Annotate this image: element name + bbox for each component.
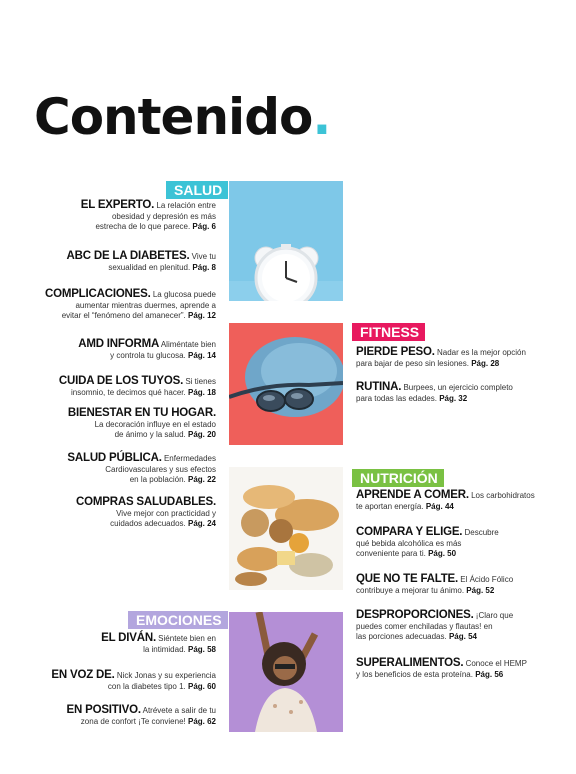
toc-entry-amd-informa[interactable] [26,339,216,361]
entry-text: Burpees, un ejercicio completo [401,383,513,392]
page-number: Pág. 50 [428,549,457,558]
entry-text: en la población. [129,475,186,484]
entry-text: la intimidad. [143,644,186,654]
section-label-fitness: FITNESS [352,323,425,341]
entry-text: Nadar es la mejor opción [434,348,526,357]
title-text: Contenido [34,88,313,146]
section-label-nutricion: NUTRICIÓN [352,469,444,487]
toc-entry-en-voz-de[interactable] [26,670,216,692]
page-number: Pág. 12 [187,311,216,320]
entry-text: Aliméntate bien [159,340,216,349]
entry-text: las porciones adecuadas. [356,632,447,641]
entry-text: y los beneficios de esta proteína. [356,669,473,679]
entry-text: La decoración influye en el estado [94,419,216,429]
page-number: Pág. 52 [466,585,495,595]
entry-heading: RUTINA. [356,381,402,393]
toc-entry-que-no-te-falte[interactable] [356,574,566,596]
entry-heading: COMPLICACIONES. [44,288,151,300]
entry-heading: ABC DE LA DIABETES. [66,250,190,262]
entry-text: conveniente para ti. [356,549,426,558]
entry-heading: CUIDA DE LOS TUYOS. [58,375,184,387]
page-number: Pág. 14 [187,350,216,360]
page-number: Pág. 44 [425,501,454,511]
alarm-clock-image [229,181,343,301]
page-number: Pág. 32 [439,393,468,403]
page-title [34,88,331,146]
entry-text: cuidados adecuados. [110,519,186,528]
entry-heading: EN POSITIVO. [66,704,141,716]
toc-entry-rutina[interactable] [356,382,566,404]
page-number: Pág. 22 [187,475,216,484]
page-number: Pág. 56 [475,669,504,679]
entry-heading: SALUD PÚBLICA. [67,452,162,464]
entry-heading: BIENESTAR EN TU HOGAR. [67,407,216,419]
entry-text: La relación entre [154,201,216,210]
entry-text: obesidad y depresión es más [111,211,216,221]
carbohydrates-food-image [229,467,343,590]
entry-text: Nick Jonas y su experiencia [114,671,216,680]
entry-text: Vive tu [189,252,216,261]
toc-entry-el-experto[interactable] [26,200,216,233]
page-number: Pág. 20 [187,430,216,439]
entry-heading: APRENDE A COMER. [356,489,469,501]
entry-text: y controla tu glucosa. [110,350,186,360]
entry-text: ¡Claro que [473,611,514,620]
page-number: Pág. 28 [471,358,500,368]
toc-entry-bienestar-en-tu-hogar[interactable] [26,408,216,441]
entry-text: qué bebida alcohólica es más [356,538,462,548]
happy-woman-image [229,612,343,732]
toc-entry-cuida-de-los-tuyos[interactable] [26,376,216,398]
entry-text: sexualidad en plenitud. [108,262,191,272]
page-number: Pág. 6 [192,222,216,231]
entry-text: evitar el “fenómeno del amanecer”. [61,311,186,320]
entry-text: Vive mejor con practicidad y [116,508,216,518]
entry-heading: COMPRAS SALUDABLES. [76,496,216,508]
entry-heading: SUPERALIMENTOS. [356,657,464,669]
entry-text: para bajar de peso sin lesiones. [356,358,469,368]
entry-heading: PIERDE PESO. [356,346,435,358]
entry-heading: COMPARA Y ELIGE. [356,526,463,538]
entry-text: Cardiovasculares y sus efectos [105,464,216,474]
entry-text: Los carbohidratos [468,491,535,500]
toc-entry-desproporciones[interactable] [356,610,571,643]
page-number: Pág. 24 [187,519,216,528]
entry-text: de ánimo y la salud. [114,430,186,439]
page-number: Pág. 60 [187,681,216,691]
entry-heading: DESPROPORCIONES. [356,609,474,621]
toc-entry-abc-diabetes[interactable] [26,251,216,273]
toc-entry-pierde-peso[interactable] [356,347,566,369]
entry-text: Siéntete bien en [155,634,216,643]
swim-goggles-image [229,323,343,445]
toc-entry-salud-publica[interactable] [26,453,216,486]
entry-text: La glucosa puede [150,290,216,299]
entry-text: Si tienes [183,377,216,386]
page-number: Pág. 8 [192,262,216,272]
entry-heading: EL EXPERTO. [80,199,155,211]
entry-text: zona de confort ¡Te conviene! [80,716,186,726]
section-label-salud: SALUD [166,181,228,199]
title-dot: . [312,88,331,146]
entry-text: contribuye a mejorar tu ánimo. [356,585,465,595]
entry-heading: QUE NO TE FALTE. [356,573,459,585]
entry-heading: AMD INFORMA [78,338,160,350]
toc-entry-complicaciones[interactable] [16,289,216,322]
section-label-emociones: EMOCIONES [128,611,228,629]
toc-entry-en-positivo[interactable] [26,705,216,727]
entry-text: te aportan energía. [356,501,424,511]
page-number: Pág. 62 [187,716,216,726]
entry-text: El Ácido Fólico [458,575,514,584]
page-number: Pág. 54 [448,632,477,641]
entry-text: Atrévete a salir de tu [140,706,216,715]
entry-text: para todas las edades. [356,393,437,403]
toc-entry-aprende-a-comer[interactable] [356,490,566,512]
page-number: Pág. 58 [187,644,216,654]
toc-entry-compara-y-elige[interactable] [356,527,566,560]
entry-text: con la diabetes tipo 1. [107,681,186,691]
entry-heading: EL DIVÁN. [101,632,156,644]
page-number: Pág. 18 [187,387,216,397]
entry-heading: EN VOZ DE. [51,669,115,681]
toc-entry-el-divan[interactable] [26,633,216,655]
entry-text: aumentar mientras duermes, aprende a [75,300,216,310]
entry-text: estrecha de lo que parece. [95,222,191,231]
entry-text: puedes comer enchiladas y flautas! en [356,621,493,631]
entry-text: Conoce el HEMP [463,659,527,668]
entry-text: Enfermedades [161,454,216,463]
toc-entry-compras-saludables[interactable] [26,497,216,530]
toc-entry-superalimentos[interactable] [356,658,571,680]
entry-text: insomnio, te decimos qué hacer. [71,387,186,397]
entry-text: Descubre [462,528,499,537]
